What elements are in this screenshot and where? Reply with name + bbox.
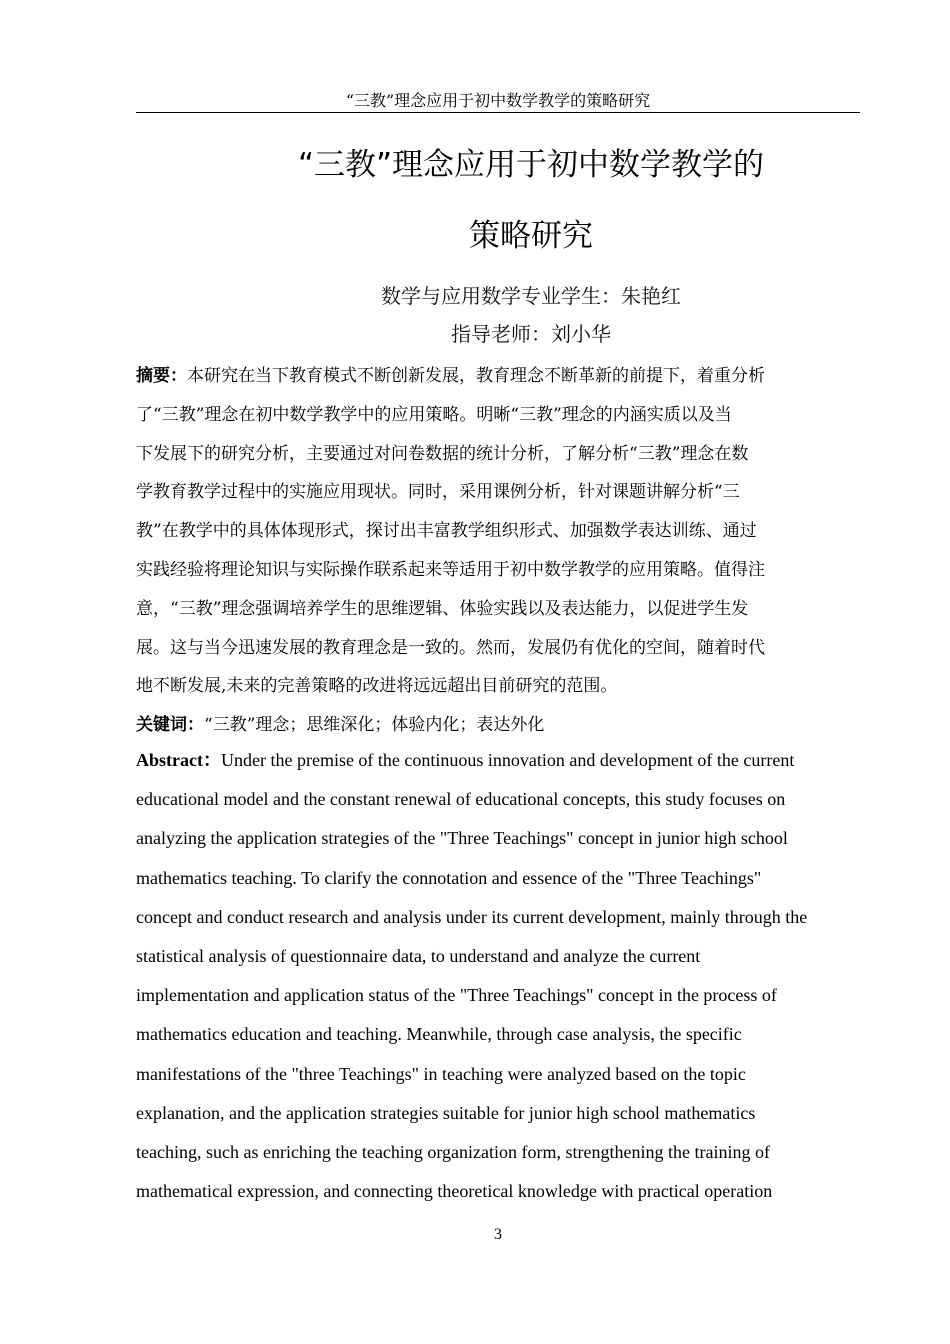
abstract-en-line-1 <box>136 741 866 780</box>
abstract-en-line-9: manifestations of the "three Teachings" in teaching were analyzed based on the topic <box>136 1063 746 1084</box>
page-number: 3 <box>494 1226 502 1243</box>
keywords-cn-text: “三教”理念；思维深化；体验内化；表达外化 <box>204 715 545 736</box>
abstract-en-line-10: explanation, and the application strategies suitable for junior high school mathematics <box>136 1102 756 1123</box>
abstract-cn-line-5: 教”在教学中的具体体现形式，探讨出丰富教学组织形式、加强数学表达训练、通过 <box>136 521 757 542</box>
english-abstract <box>136 741 866 1211</box>
paper-title-line-1: “三教”理念应用于初中数学教学的 <box>297 147 765 183</box>
abstract-cn-line-1 <box>136 357 866 396</box>
author-line: 数学与应用数学专业学生：朱艳红 <box>381 284 681 308</box>
abstract-cn-line-6: 实践经验将理论知识与实际操作联系起来等适用于初中数学教学的应用策略。值得注 <box>136 559 765 580</box>
abstract-cn-line-2: 了“三教”理念在初中数学教学中的应用策略。明晰“三教”理念的内涵实质以及当 <box>136 404 732 425</box>
abstract-en-line-5: concept and conduct research and analysis under its current development, mainly through the <box>136 906 808 927</box>
abstract-en-line-4: mathematics teaching. To clarify the connotation and essence of the "Three Teachings" <box>136 867 762 888</box>
abstract-cn-line-7: 意，“三教”理念强调培养学生的思维逻辑、体验实践以及表达能力，以促进学生发 <box>136 598 749 619</box>
keywords-cn-label: 关键词： <box>136 715 204 736</box>
abstract-cn-text: 本研究在当下教育模式不断创新发展，教育理念不断革新的前提下，着重分析 <box>187 366 765 386</box>
abstract-en-text: Under the premise of the continuous innovation and development of the current <box>220 750 795 770</box>
keywords-cn <box>136 706 866 745</box>
running-header: “三教”理念应用于初中数学教学的策略研究 <box>136 90 860 113</box>
chinese-abstract <box>136 357 866 745</box>
abstract-cn-line-3: 下发展下的研究分析，主要通过对问卷数据的统计分析，了解分析“三教”理念在数 <box>136 443 749 464</box>
advisor-line: 指导老师：刘小华 <box>451 322 611 346</box>
abstract-en-line-3: analyzing the application strategies of the "Three Teachings" concept in junior high school <box>136 828 788 849</box>
abstract-en-line-12: mathematical expression, and connecting theoretical knowledge with practical operation <box>136 1181 773 1202</box>
abstract-en-label: Abstract： <box>136 750 221 770</box>
paper-title-line-2: 策略研究 <box>469 218 593 254</box>
abstract-cn-line-9: 地不断发展,未来的完善策略的改进将远远超出目前研究的范围。 <box>136 676 618 697</box>
abstract-en-line-6: statistical analysis of questionnaire data, to understand and analyze the current <box>136 945 701 966</box>
abstract-cn-line-8: 展。这与当今迅速发展的教育理念是一致的。然而，发展仍有优化的空间，随着时代 <box>136 637 765 658</box>
abstract-en-line-7: implementation and application status of the "Three Teachings" concept in the process of <box>136 985 777 1006</box>
abstract-en-line-2: educational model and the constant renewal of educational concepts, this study focuses on <box>136 789 786 810</box>
abstract-en-line-8: mathematics education and teaching. Meanwhile, through case analysis, the specific <box>136 1024 742 1045</box>
abstract-en-line-11: teaching, such as enriching the teaching organization form, strengthening the training of <box>136 1141 770 1162</box>
abstract-cn-label: 摘要： <box>136 366 187 386</box>
abstract-cn-line-4: 学教育教学过程中的实施应用现状。同时，采用课例分析，针对课题讲解分析“三 <box>136 482 740 503</box>
